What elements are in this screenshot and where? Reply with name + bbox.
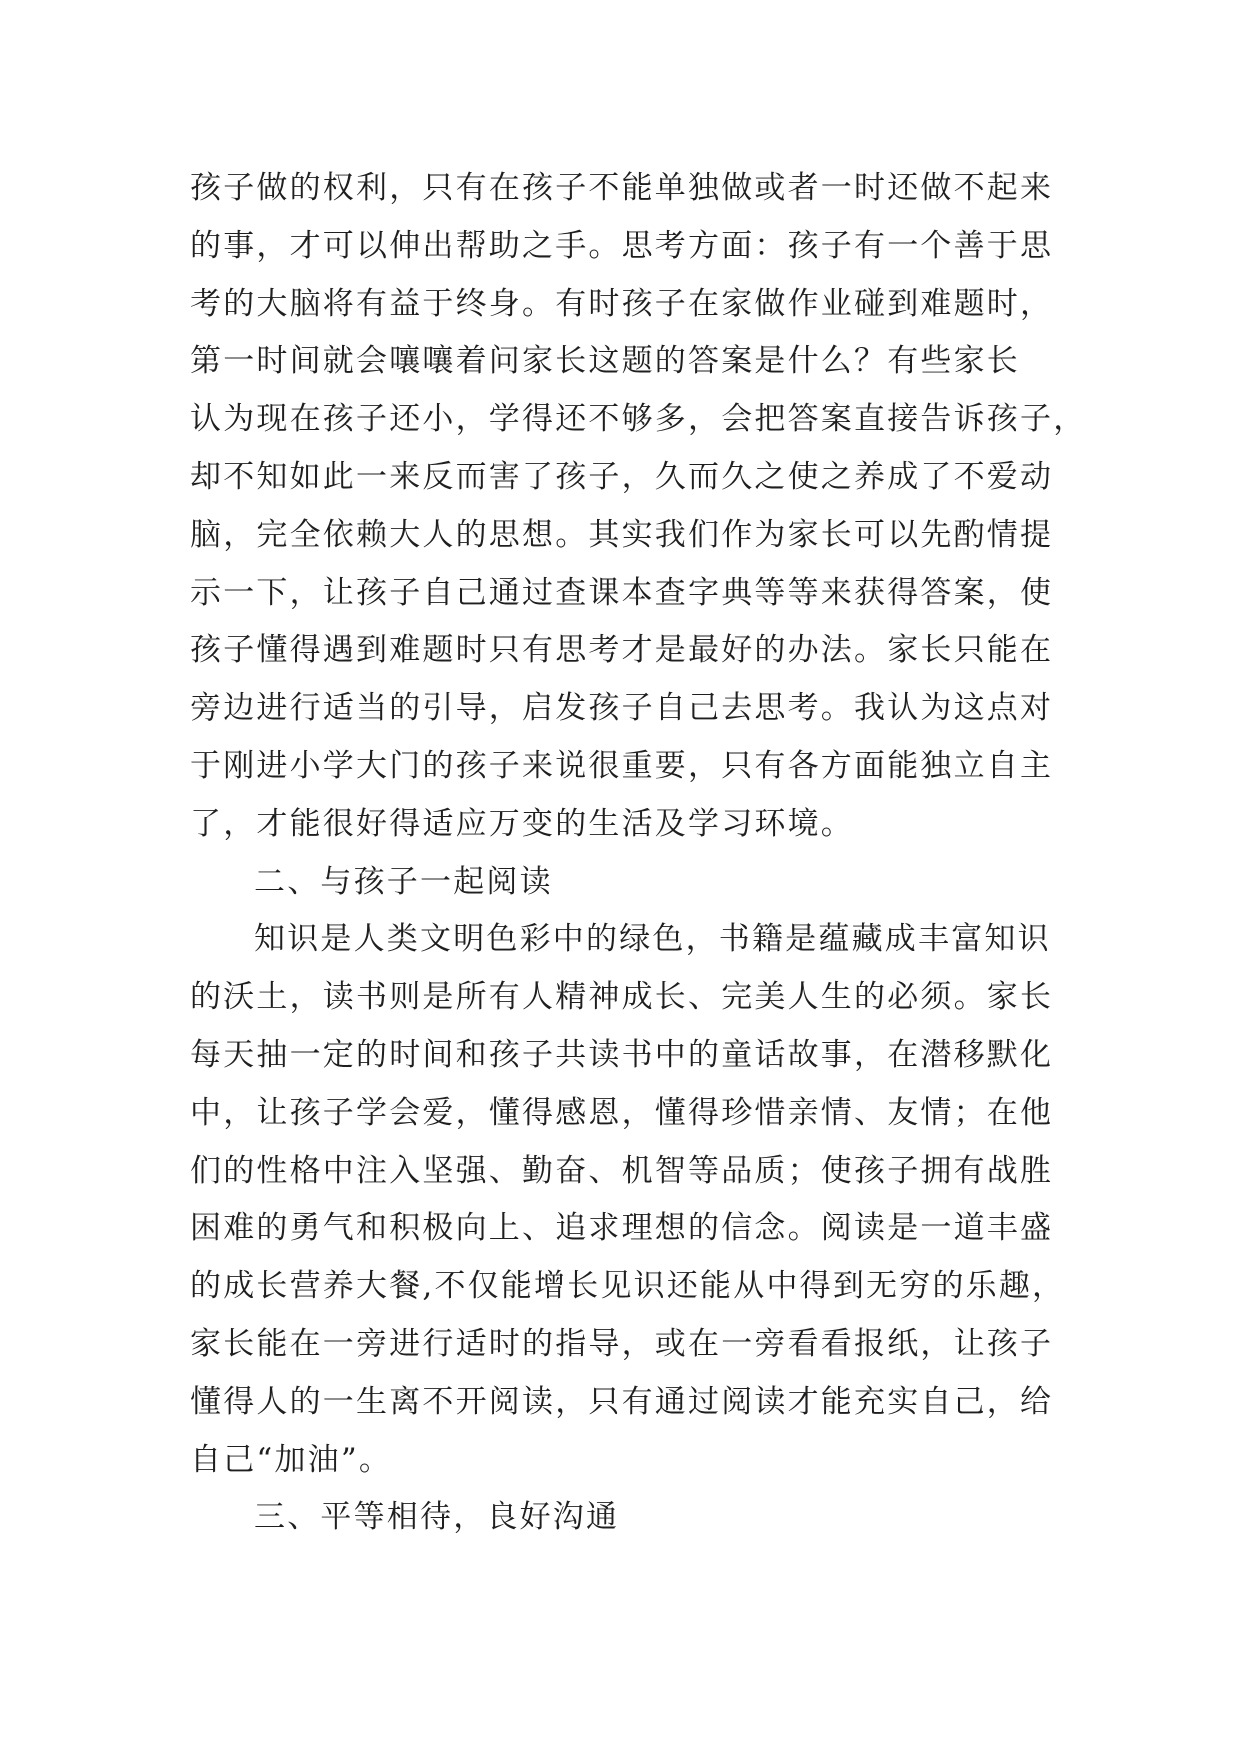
text-line: 家长能在一旁进行适时的指导，或在一旁看看报纸，让孩子 [190, 1325, 1054, 1362]
text-line: 考的大脑将有益于终身。有时孩子在家做作业碰到难题时， [190, 285, 1054, 322]
text-line: 三、平等相待，良好沟通 [254, 1499, 620, 1536]
text-line: 中，让孩子学会爱，懂得感恩，懂得珍惜亲情、友情；在他 [190, 1094, 1054, 1131]
text-line: 懂得人的一生离不开阅读，只有通过阅读才能充实自己，给 [190, 1383, 1054, 1420]
text-line: 脑，完全依赖大人的思想。其实我们作为家长可以先酌情提 [190, 516, 1054, 553]
text-line: 们的性格中注入坚强、勤奋、机智等品质；使孩子拥有战胜 [190, 1152, 1054, 1189]
text-line: 认为现在孩子还小，学得还不够多，会把答案直接告诉孩子， [190, 401, 1087, 438]
text-line: 自己“加油”。 [190, 1441, 393, 1478]
text-line: 于刚进小学大门的孩子来说很重要，只有各方面能独立自主 [190, 747, 1054, 784]
text-line: 的事，才可以伸出帮助之手。思考方面：孩子有一个善于思 [190, 227, 1054, 264]
text-line: 却不知如此一来反而害了孩子，久而久之使之养成了不爱动 [190, 458, 1054, 495]
text-line: 的沃土，读书则是所有人精神成长、完美人生的必须。家长 [190, 979, 1054, 1016]
text-line: 的成长营养大餐,不仅能增长见识还能从中得到无穷的乐趣， [190, 1268, 1066, 1305]
text-line: 孩子做的权利，只有在孩子不能单独做或者一时还做不起来 [190, 170, 1054, 206]
text-line: 示一下，让孩子自己通过查课本查字典等等来获得答案，使 [190, 574, 1054, 611]
text-line: 二、与孩子一起阅读 [254, 863, 553, 900]
text-line: 知识是人类文明色彩中的绿色，书籍是蕴藏成丰富知识 [254, 921, 1051, 958]
document-body [190, 160, 1087, 1547]
text-line: 每天抽一定的时间和孩子共读书中的童话故事，在潜移默化 [190, 1036, 1054, 1073]
text-line: 困难的勇气和积极向上、追求理想的信念。阅读是一道丰盛 [190, 1210, 1054, 1247]
text-line: 旁边进行适当的引导，启发孩子自己去思考。我认为这点对 [190, 690, 1054, 727]
text-line: 孩子懂得遇到难题时只有思考才是最好的办法。家长只能在 [190, 632, 1054, 669]
text-line: 了，才能很好得适应万变的生活及学习环境。 [190, 805, 854, 842]
text-line: 第一时间就会嚷嚷着问家长这题的答案是什么？有些家长 [190, 343, 1020, 380]
